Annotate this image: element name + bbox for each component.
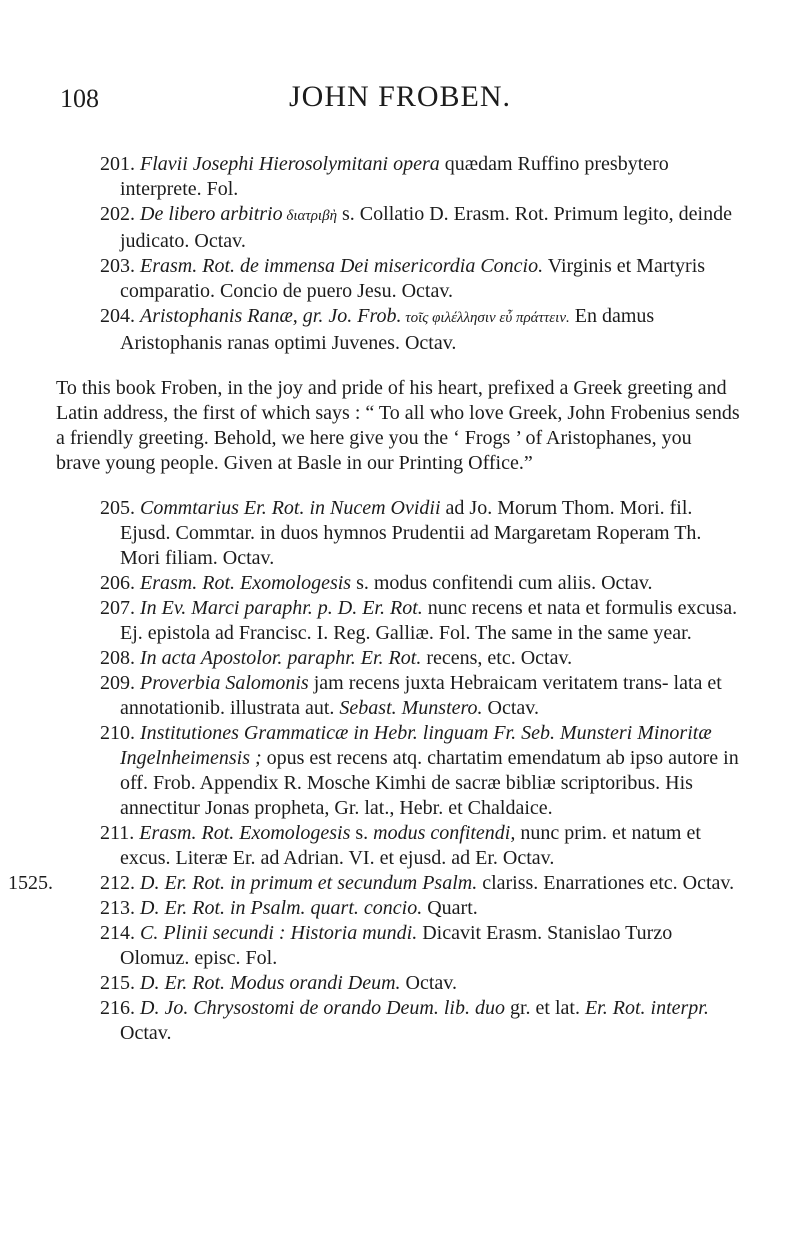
entry-number: 205. — [100, 497, 135, 519]
entry-number: 215. — [100, 972, 135, 994]
entry-text: recens, etc. Octav. — [421, 647, 573, 669]
entry-number: 214. — [100, 922, 135, 944]
entry-title: Institutiones Grammaticæ in Hebr. linguam Fr. Seb. Munsteri Minoritæ Ingelnheimensis ; — [120, 722, 712, 769]
catalogue-entry — [100, 671, 740, 721]
entry-title: Erasm. Rot. de immensa Dei misericordia Concio. — [140, 255, 544, 277]
entry-text: clariss. Enarrationes etc. Octav. — [477, 872, 735, 894]
entry-text: Virginis et Martyris comparatio. Concio de puero Jesu. Octav. — [120, 255, 706, 302]
entry-number: 209. — [100, 672, 135, 694]
page-header — [0, 80, 800, 120]
catalogue-entry — [100, 152, 740, 202]
entry-title: Erasm. Rot. Exomologesis — [140, 572, 352, 594]
entry-title-secondary: modus confitendi, — [373, 822, 516, 844]
entry-title: Aristophanis Ranæ, gr. Jo. Frob. — [140, 305, 402, 327]
entry-number: 206. — [100, 572, 135, 594]
entry-number: 216. — [100, 997, 135, 1019]
catalogue-entry — [100, 996, 740, 1046]
entry-text: En damus Aristophanis ranas optimi Juvenes. Octav. — [120, 305, 655, 354]
entry-greek: τοῖς φιλέλλησιν εὖ πράττειν. — [401, 310, 570, 326]
entry-text: gr. et lat. — [504, 997, 585, 1019]
entry-text: s. modus confitendi cum aliis. Octav. — [351, 572, 653, 594]
entry-title: In Ev. Marci paraphr. p. D. Er. Rot. — [140, 597, 423, 619]
entry-title: In acta Apostolor. paraphr. Er. Rot. — [140, 647, 422, 669]
entry-number: 213. — [100, 897, 135, 919]
catalogue-entry — [100, 254, 740, 304]
entry-text: s. Collatio D. Erasm. Rot. Primum legito, deinde judicato. Octav. — [120, 203, 732, 252]
entry-title: De libero arbitrio — [140, 203, 283, 225]
entry-title: Flavii Josephi Hierosolymitani opera — [140, 153, 440, 175]
entry-text: quædam Ruffino presbytero interprete. Fol. — [120, 153, 669, 200]
page-content — [8, 152, 740, 1046]
page-number: 108 — [60, 84, 99, 113]
entry-text: Dicavit Erasm. Stanislao Turzo Olomuz. episc. Fol. — [120, 922, 673, 969]
commentary-paragraph: To this book Froben, in the joy and pride of his heart, prefixed a Greek greeting and Latin address, the first of which says : “ To all who love Greek, John Frobenius sends a friendly greeting. Behold, we here give you the ‘ Frogs ’ of Aristophanes, you brave young people. Given at Basle in our Printing Office.” — [56, 377, 740, 474]
catalogue-entry — [100, 571, 740, 596]
catalogue-list-a — [100, 152, 740, 356]
entry-title: Erasm. Rot. Exomologesis — [139, 822, 351, 844]
entry-text: jam recens juxta Hebraicam veritatem trans- lata et annotationib. illustrata aut. — [120, 672, 722, 719]
catalogue-entry — [100, 921, 740, 971]
entry-text-secondary: nunc prim. et natum et excus. Literæ Er. ad Adrian. VI. et ejusd. ad Er. Octav. — [120, 822, 701, 869]
entry-number: 207. — [100, 597, 135, 619]
entry-text: Octav. — [400, 972, 458, 994]
entry-number: 210. — [100, 722, 135, 744]
entry-text: nunc recens et nata et formulis excusa. Ej. epistola ad Francisc. I. Reg. Galliæ. Fol. The same in the same year. — [120, 597, 738, 644]
entry-title: D. Er. Rot. in Psalm. quart. concio. — [140, 897, 423, 919]
entry-text: opus est recens atq. chartatim emendatum ab ipso autore in off. Frob. Appendix R. Mosche Kimhi de sacræ bibliæ scriptoribus. His annectitur Jonas propheta, Gr. lat., Hebr. et Chaldaice. — [120, 747, 739, 819]
entry-number: 204. — [100, 305, 135, 327]
entry-text: Quart. — [422, 897, 478, 919]
entry-text: s. — [350, 822, 374, 844]
entry-greek: διατριβὴ — [282, 208, 338, 224]
catalogue-entry — [100, 646, 740, 671]
entry-number: 201. — [100, 153, 135, 175]
entry-number: 202. — [100, 203, 135, 225]
catalogue-entry — [100, 596, 740, 646]
catalogue-entry — [100, 304, 740, 356]
entry-title: Commtarius Er. Rot. in Nucem Ovidii — [140, 497, 441, 519]
entry-text: ad Jo. Morum Thom. Mori. fil. Ejusd. Commtar. in duos hymnos Prudentii ad Margaretam Roperam Th. Mori filiam. Octav. — [120, 497, 702, 569]
entry-title-secondary: Er. Rot. interpr. — [584, 997, 709, 1019]
entry-title: D. Er. Rot. in primum et secundum Psalm. — [140, 872, 478, 894]
entry-number: 208. — [100, 647, 135, 669]
entry-year: 1525. — [8, 872, 53, 894]
entry-number: 212. — [100, 872, 135, 894]
entry-title: Proverbia Salomonis — [140, 672, 309, 694]
running-title: JOHN FROBEN. — [288, 80, 512, 113]
catalogue-list-b — [8, 496, 740, 1046]
entry-number: 203. — [100, 255, 135, 277]
entry-title: D. Jo. Chrysostomi de orando Deum. lib. duo — [140, 997, 505, 1019]
entry-title-secondary: Sebast. Munstero. — [339, 697, 483, 719]
catalogue-entry — [8, 871, 740, 896]
catalogue-entry — [100, 971, 740, 996]
entry-text-secondary: Octav. — [482, 697, 540, 719]
catalogue-entry — [100, 821, 740, 871]
entry-title: D. Er. Rot. Modus orandi Deum. — [140, 972, 401, 994]
entry-text-secondary: Octav. — [120, 1022, 172, 1044]
entry-number: 211. — [100, 822, 135, 844]
catalogue-entry — [100, 896, 740, 921]
entry-title: C. Plinii secundi : Historia mundi. — [140, 922, 418, 944]
catalogue-entry — [100, 721, 740, 821]
catalogue-entry — [100, 496, 740, 571]
catalogue-entry — [100, 202, 740, 254]
